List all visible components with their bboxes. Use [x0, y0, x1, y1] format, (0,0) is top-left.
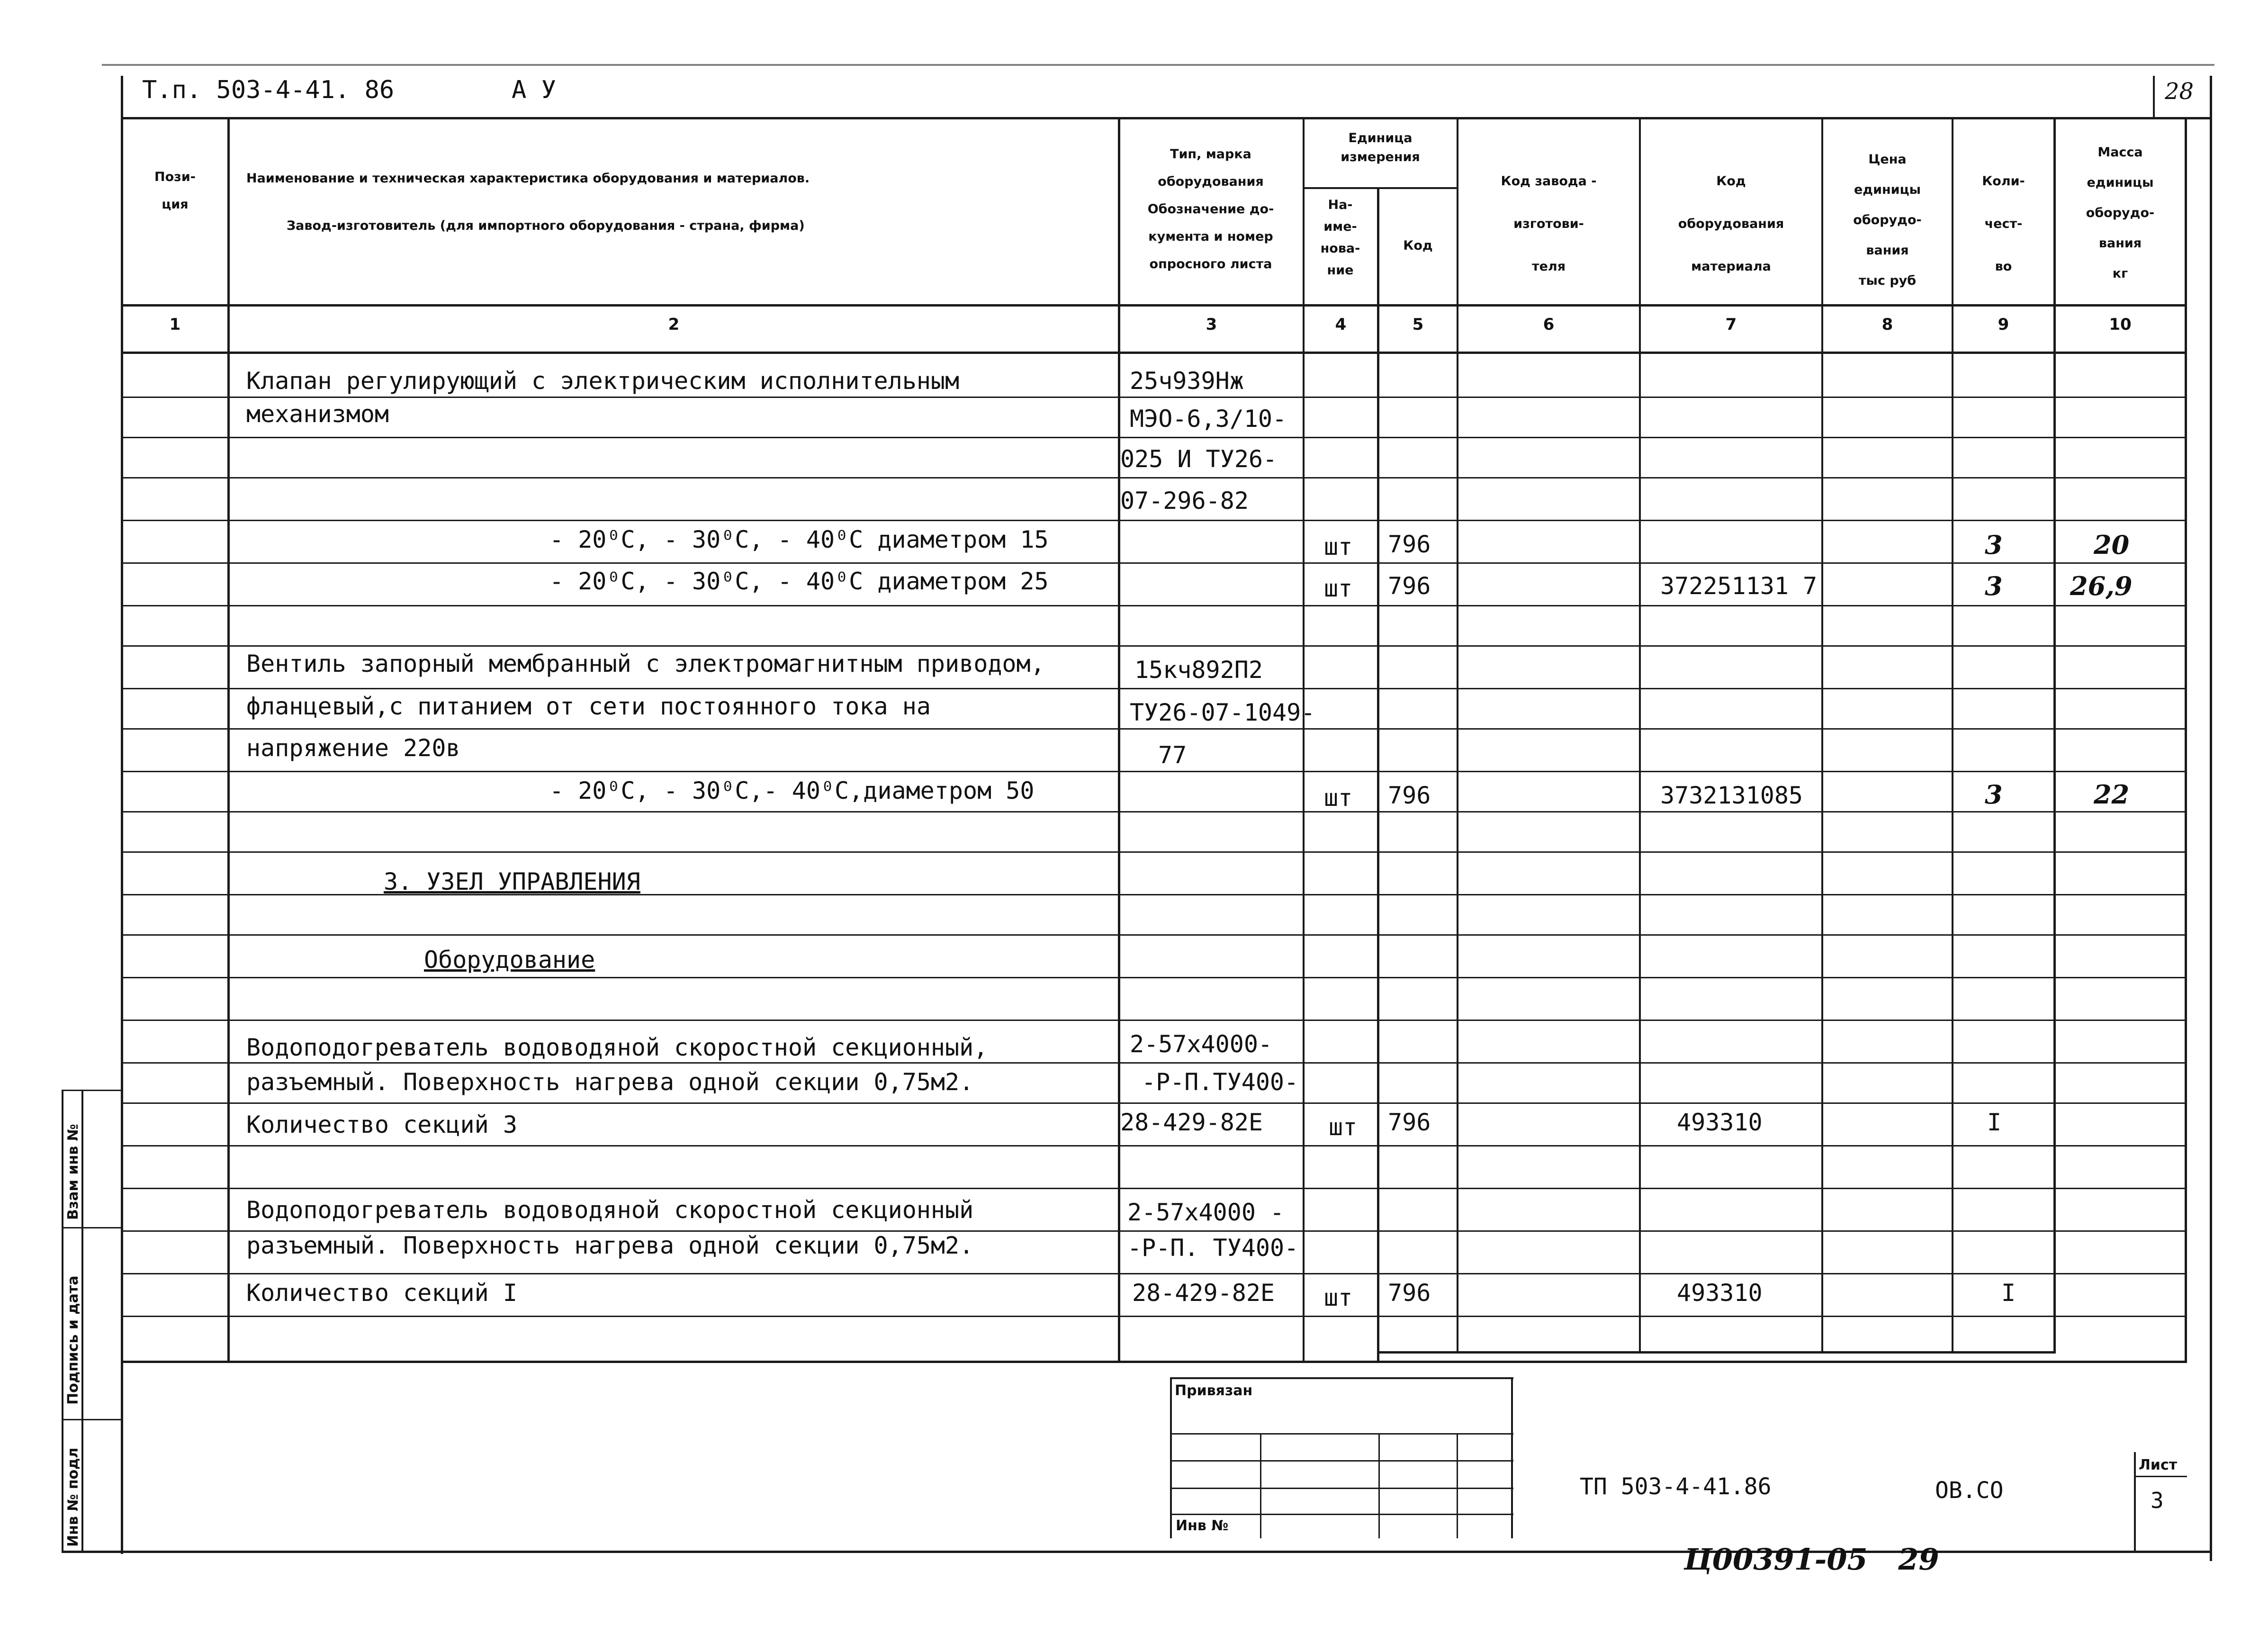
item-type: -Р-П.ТУ400-	[1142, 1068, 1299, 1096]
col-number: 9	[1998, 315, 2009, 334]
item-type: 025 И ТУ26-	[1120, 445, 1278, 473]
stamp-v1	[1260, 1433, 1261, 1538]
item-type: ТУ26-07-1049-	[1130, 699, 1315, 726]
item-name: Клапан регулирующий с электрическим исполнительным	[246, 367, 960, 395]
item-unit: шт	[1329, 1113, 1358, 1141]
col-header-2a: Наименование и техническая характеристика оборудования и материалов.	[246, 171, 810, 186]
item-code: 796	[1388, 1109, 1431, 1136]
item-unit: шт	[1324, 575, 1353, 602]
row-line	[121, 437, 2187, 438]
row-line	[121, 811, 2187, 812]
sheet-box-h	[2134, 1476, 2187, 1477]
item-name: Количество секций 3	[246, 1111, 517, 1138]
row-line	[121, 771, 2187, 772]
col-header-10: Масса единицы оборудо- вания кг	[2086, 145, 2155, 281]
item-name: Водоподогреватель водоводяной скоростной секционный	[246, 1196, 974, 1224]
col-number: 3	[1206, 315, 1217, 334]
frame-right	[2210, 76, 2212, 1561]
table-bottom-right	[1377, 1351, 2055, 1354]
col-header-7: Код оборудования материала	[1678, 174, 1784, 274]
header-bottom	[121, 304, 2187, 307]
stamp-h2	[1170, 1460, 1513, 1462]
side-box-left	[62, 1090, 63, 1552]
frame-top	[121, 117, 2212, 119]
sheet-label: Лист	[2139, 1457, 2178, 1473]
row-line	[121, 1062, 2187, 1064]
stamp-inv-label: Инв №	[1176, 1517, 1229, 1534]
col-header-6: Код завода - изготови- теля	[1501, 174, 1597, 274]
stamp-mark: ОВ.СО	[1935, 1477, 2004, 1504]
col-header-9: Коли- чест- во	[1982, 174, 2025, 274]
page-number: 28	[2165, 78, 2194, 105]
doc-section: А У	[512, 76, 556, 104]
row-line	[121, 1145, 2187, 1147]
item-type: 2-57х4000-	[1130, 1030, 1273, 1058]
col-line-7	[1821, 117, 1823, 1354]
item-name: разъемный. Поверхность нагрева одной секции 0,75м2.	[246, 1068, 974, 1096]
item-qty: I	[2001, 1279, 2016, 1307]
item-equip-code: 493310	[1677, 1109, 1763, 1136]
item-qty: 3	[1985, 779, 2003, 810]
row-line	[121, 397, 2187, 398]
col-header-4: На- име- нова- ние	[1320, 198, 1360, 278]
item-name: механизмом	[246, 400, 389, 428]
row-line	[121, 605, 2187, 606]
col-header-5: Код	[1403, 238, 1433, 253]
stamp-linked-label: Привязан	[1175, 1382, 1253, 1399]
item-type: МЭО-6,3/10-	[1130, 405, 1287, 433]
item-name: Вентиль запорный мембранный с электромагнитным приводом,	[246, 650, 1045, 677]
section-subtitle: Оборудование	[424, 946, 595, 974]
item-name: напряжение 220в	[246, 734, 460, 762]
side-label-orig-inv: Инв № подл	[65, 1447, 81, 1547]
col-number: 2	[668, 315, 680, 334]
item-type: 28-429-82Е	[1120, 1109, 1263, 1136]
item-name: - 20⁰С, - 30⁰С,- 40⁰С,диаметром 50	[549, 777, 1035, 804]
stamp-v2	[1378, 1433, 1380, 1538]
item-type: 25ч939Нж	[1130, 367, 1244, 395]
side-box-mid	[81, 1090, 83, 1552]
col-number: 7	[1725, 315, 1737, 334]
col-number: 10	[2109, 315, 2132, 334]
side-box-div1	[62, 1227, 123, 1228]
col-line-6	[1639, 117, 1641, 1354]
item-equip-code: 372251131 7	[1660, 572, 1818, 600]
item-type: -Р-П. ТУ400-	[1127, 1234, 1299, 1262]
unit-sub-line	[1303, 187, 1457, 189]
section-title: 3. УЗЕЛ УПРАВЛЕНИЯ	[384, 868, 640, 895]
page-number-box	[2153, 76, 2155, 118]
col-line-8	[1952, 117, 1953, 1354]
row-line	[121, 688, 2187, 689]
row-line	[121, 1102, 2187, 1104]
table-bottom	[121, 1361, 2187, 1363]
col-number: 1	[169, 315, 181, 334]
item-equip-code: 493310	[1677, 1279, 1763, 1307]
colnum-bottom	[121, 352, 2187, 354]
item-type: 15кч892П2	[1134, 656, 1263, 684]
stamp-top	[1170, 1377, 1513, 1379]
handwritten-archive-number: Ц00391-05 29	[1684, 1542, 1939, 1577]
item-name: Водоподогреватель водоводяной скоростной секционный,	[246, 1034, 988, 1061]
item-type: 28-429-82Е	[1132, 1279, 1275, 1307]
item-name: - 20⁰С, - 30⁰С, - 40⁰С диаметром 15	[549, 526, 1049, 553]
col-line-2	[1118, 117, 1120, 1363]
row-line	[121, 1316, 2187, 1317]
col-header-3: Тип, марка оборудования Обозначение до- кумента и номер опросного листа	[1147, 147, 1274, 271]
col-line-9	[2053, 117, 2056, 1354]
item-code: 796	[1388, 572, 1431, 600]
item-unit: шт	[1324, 533, 1353, 560]
col-header-unit: Единица измерения	[1341, 131, 1420, 164]
item-mass: 22	[2094, 779, 2130, 810]
col-line-10	[2185, 117, 2187, 1363]
item-qty: 3	[1985, 530, 2003, 560]
frame-top-dash	[102, 64, 2214, 66]
col-number: 8	[1881, 315, 1893, 334]
item-name: Количество секций I	[246, 1279, 517, 1307]
row-line	[121, 1273, 2187, 1274]
col-line-1	[227, 117, 230, 1363]
item-unit: шт	[1324, 1284, 1353, 1311]
item-type: 2-57х4000 -	[1127, 1199, 1285, 1226]
row-line	[121, 562, 2187, 564]
item-name: фланцевый,с питанием от сети постоянного тока на	[246, 693, 931, 720]
row-line	[121, 977, 2187, 978]
col-line-3	[1303, 117, 1305, 1363]
side-label-signature: Подпись и дата	[65, 1275, 81, 1405]
col-line-5	[1457, 117, 1458, 1354]
item-name: разъемный. Поверхность нагрева одной секции 0,75м2.	[246, 1232, 974, 1259]
item-type: 07-296-82	[1120, 487, 1249, 515]
item-unit: шт	[1324, 784, 1353, 812]
item-qty: 3	[1985, 571, 2003, 601]
sheet-box-left	[2134, 1452, 2136, 1552]
col-header-1: Пози- ция	[154, 170, 196, 212]
col-number: 5	[1412, 315, 1424, 334]
item-mass: 20	[2094, 530, 2130, 560]
stamp-h3	[1170, 1488, 1513, 1489]
item-equip-code: 3732131085	[1660, 782, 1803, 809]
row-line	[121, 645, 2187, 647]
item-code: 796	[1388, 1279, 1431, 1307]
stamp-h1	[1170, 1433, 1513, 1435]
col-line-4	[1377, 187, 1379, 1363]
side-box-top	[62, 1090, 123, 1091]
item-qty: I	[1987, 1109, 2002, 1136]
row-line	[121, 1020, 2187, 1021]
doc-code: Т.п. 503-4-41. 86	[142, 76, 395, 104]
col-number: 6	[1543, 315, 1555, 334]
item-type: 77	[1158, 741, 1187, 769]
side-label-replace-inv: Взам инв №	[65, 1124, 81, 1220]
col-number: 4	[1335, 315, 1347, 334]
sheet-number: 3	[2151, 1488, 2164, 1513]
row-line	[121, 520, 2187, 521]
stamp-doc-code: ТП 503-4-41.86	[1580, 1473, 1772, 1500]
row-line	[121, 1188, 2187, 1189]
row-line	[121, 728, 2187, 730]
row-line	[121, 477, 2187, 478]
row-line	[121, 934, 2187, 936]
item-code: 796	[1388, 782, 1431, 809]
col-header-2b: Завод-изготовитель (для импортного оборудования - страна, фирма)	[287, 218, 805, 233]
side-box-div2	[62, 1419, 123, 1420]
frame-left	[121, 76, 123, 1554]
col-header-8: Цена единицы оборудо- вания тыс руб	[1853, 152, 1922, 288]
item-mass: 26,9	[2070, 571, 2133, 601]
stamp-v3	[1457, 1433, 1458, 1538]
stamp-h4	[1170, 1514, 1513, 1515]
row-line	[121, 851, 2187, 853]
item-code: 796	[1388, 531, 1431, 558]
item-name: - 20⁰С, - 30⁰С, - 40⁰С диаметром 25	[549, 568, 1049, 595]
